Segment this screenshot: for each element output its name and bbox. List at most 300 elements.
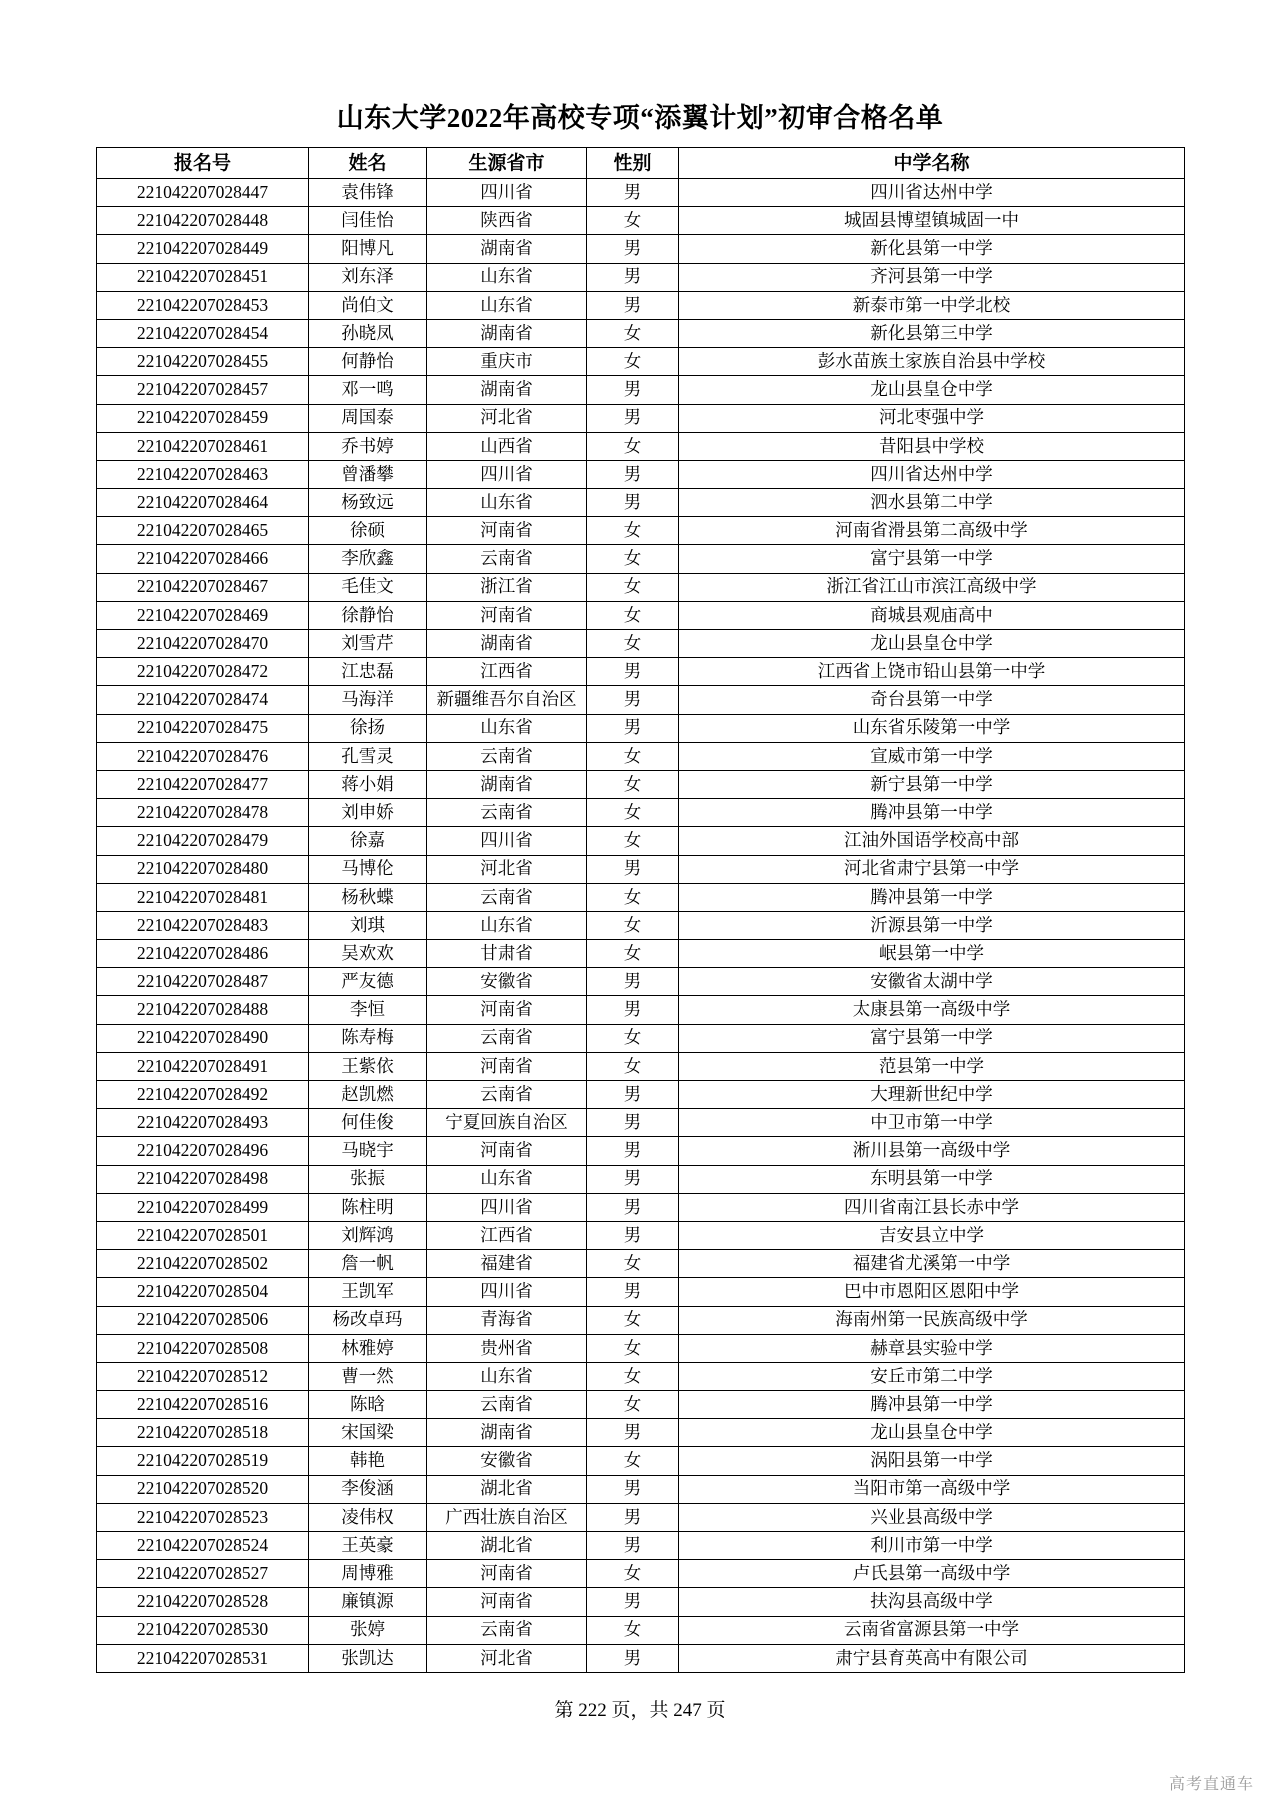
cell-province: 广西壮族自治区 [427, 1503, 587, 1531]
cell-name: 马博伦 [309, 855, 427, 883]
cell-name: 刘辉鸿 [309, 1221, 427, 1249]
cell-province: 湖南省 [427, 1419, 587, 1447]
cell-name: 詹一帆 [309, 1250, 427, 1278]
cell-registration-id: 221042207028527 [97, 1560, 309, 1588]
cell-province: 山东省 [427, 714, 587, 742]
cell-registration-id: 221042207028491 [97, 1052, 309, 1080]
cell-name: 陈晗 [309, 1391, 427, 1419]
cell-registration-id: 221042207028478 [97, 799, 309, 827]
cell-gender: 女 [587, 770, 679, 798]
cell-school: 腾冲县第一中学 [679, 1391, 1185, 1419]
cell-registration-id: 221042207028490 [97, 1024, 309, 1052]
cell-gender: 男 [587, 404, 679, 432]
table-row [97, 460, 1185, 488]
cell-province: 安徽省 [427, 968, 587, 996]
cell-name: 尚伯文 [309, 291, 427, 319]
cell-school: 肃宁县育英高中有限公司 [679, 1644, 1185, 1672]
table-row [97, 742, 1185, 770]
cell-gender: 男 [587, 489, 679, 517]
cell-registration-id: 221042207028496 [97, 1137, 309, 1165]
table-row [97, 996, 1185, 1024]
cell-registration-id: 221042207028519 [97, 1447, 309, 1475]
cell-name: 张凯达 [309, 1644, 427, 1672]
cell-name: 曾潘攀 [309, 460, 427, 488]
cell-province: 湖南省 [427, 376, 587, 404]
cell-gender: 女 [587, 1306, 679, 1334]
cell-province: 新疆维吾尔自治区 [427, 686, 587, 714]
cell-province: 云南省 [427, 742, 587, 770]
table-row [97, 1306, 1185, 1334]
cell-name: 李恒 [309, 996, 427, 1024]
cell-name: 江忠磊 [309, 658, 427, 686]
table-row [97, 1532, 1185, 1560]
cell-gender: 男 [587, 1165, 679, 1193]
cell-province: 四川省 [427, 1278, 587, 1306]
cell-name: 杨改卓玛 [309, 1306, 427, 1334]
cell-school: 巴中市恩阳区恩阳中学 [679, 1278, 1185, 1306]
cell-name: 周博雅 [309, 1560, 427, 1588]
page-footer: 第 222 页，共 247 页 [554, 1699, 726, 1721]
cell-gender: 女 [587, 601, 679, 629]
table-row [97, 348, 1185, 376]
cell-school: 东明县第一中学 [679, 1165, 1185, 1193]
cell-registration-id: 221042207028457 [97, 376, 309, 404]
cell-province: 湖南省 [427, 770, 587, 798]
cell-registration-id: 221042207028487 [97, 968, 309, 996]
cell-gender: 女 [587, 207, 679, 235]
cell-school: 腾冲县第一中学 [679, 799, 1185, 827]
cell-province: 宁夏回族自治区 [427, 1109, 587, 1137]
table-row [97, 1616, 1185, 1644]
table-row [97, 630, 1185, 658]
table-row [97, 1503, 1185, 1531]
cell-province: 云南省 [427, 883, 587, 911]
cell-school: 卢氏县第一高级中学 [679, 1560, 1185, 1588]
cell-school: 大理新世纪中学 [679, 1081, 1185, 1109]
cell-province: 山东省 [427, 291, 587, 319]
table-row [97, 1024, 1185, 1052]
table-row [97, 827, 1185, 855]
cell-province: 云南省 [427, 1024, 587, 1052]
cell-province: 安徽省 [427, 1447, 587, 1475]
cell-school: 城固县博望镇城固一中 [679, 207, 1185, 235]
cell-registration-id: 221042207028459 [97, 404, 309, 432]
cell-registration-id: 221042207028453 [97, 291, 309, 319]
cell-name: 韩艳 [309, 1447, 427, 1475]
cell-registration-id: 221042207028451 [97, 263, 309, 291]
cell-school: 中卫市第一中学 [679, 1109, 1185, 1137]
cell-registration-id: 221042207028466 [97, 545, 309, 573]
cell-gender: 女 [587, 799, 679, 827]
cell-gender: 女 [587, 630, 679, 658]
cell-province: 四川省 [427, 179, 587, 207]
cell-school: 山东省乐陵第一中学 [679, 714, 1185, 742]
cell-school: 浙江省江山市滨江高级中学 [679, 573, 1185, 601]
cell-gender: 男 [587, 1419, 679, 1447]
cell-registration-id: 221042207028470 [97, 630, 309, 658]
table-row [97, 658, 1185, 686]
cell-name: 周国泰 [309, 404, 427, 432]
cell-gender: 男 [587, 376, 679, 404]
cell-province: 云南省 [427, 799, 587, 827]
cell-school: 沂源县第一中学 [679, 911, 1185, 939]
cell-province: 湖北省 [427, 1475, 587, 1503]
cell-name: 林雅婷 [309, 1334, 427, 1362]
cell-gender: 女 [587, 1447, 679, 1475]
cell-gender: 女 [587, 1052, 679, 1080]
table-row [97, 1588, 1185, 1616]
cell-school: 泗水县第二中学 [679, 489, 1185, 517]
cell-province: 河南省 [427, 1052, 587, 1080]
cell-registration-id: 221042207028469 [97, 601, 309, 629]
cell-province: 贵州省 [427, 1334, 587, 1362]
cell-school: 江油外国语学校高中部 [679, 827, 1185, 855]
table-row [97, 1081, 1185, 1109]
cell-registration-id: 221042207028531 [97, 1644, 309, 1672]
table-row [97, 1250, 1185, 1278]
cell-registration-id: 221042207028475 [97, 714, 309, 742]
cell-school: 四川省达州中学 [679, 179, 1185, 207]
table-row [97, 1560, 1185, 1588]
table-row [97, 686, 1185, 714]
cell-gender: 女 [587, 319, 679, 347]
cell-name: 陈柱明 [309, 1193, 427, 1221]
cell-school: 商城县观庙高中 [679, 601, 1185, 629]
cell-school: 当阳市第一高级中学 [679, 1475, 1185, 1503]
cell-gender: 男 [587, 1475, 679, 1503]
cell-school: 新化县第三中学 [679, 319, 1185, 347]
table-row [97, 1052, 1185, 1080]
cell-school: 龙山县皇仓中学 [679, 376, 1185, 404]
table-row [97, 1334, 1185, 1362]
column-header-gender: 性别 [587, 148, 679, 179]
table-row [97, 968, 1185, 996]
cell-registration-id: 221042207028516 [97, 1391, 309, 1419]
cell-gender: 男 [587, 1221, 679, 1249]
cell-name: 王英豪 [309, 1532, 427, 1560]
cell-registration-id: 221042207028454 [97, 319, 309, 347]
cell-registration-id: 221042207028528 [97, 1588, 309, 1616]
column-header-school: 中学名称 [679, 148, 1185, 179]
cell-school: 岷县第一中学 [679, 940, 1185, 968]
table-row [97, 799, 1185, 827]
cell-registration-id: 221042207028498 [97, 1165, 309, 1193]
table-row [97, 319, 1185, 347]
cell-name: 闫佳怡 [309, 207, 427, 235]
table-row [97, 1644, 1185, 1672]
cell-registration-id: 221042207028518 [97, 1419, 309, 1447]
cell-province: 福建省 [427, 1250, 587, 1278]
table-row [97, 770, 1185, 798]
cell-school: 新泰市第一中学北校 [679, 291, 1185, 319]
cell-gender: 男 [587, 1193, 679, 1221]
column-header-registration-id: 报名号 [97, 148, 309, 179]
cell-school: 太康县第一高级中学 [679, 996, 1185, 1024]
table-row [97, 601, 1185, 629]
cell-province: 江西省 [427, 1221, 587, 1249]
cell-school: 兴业县高级中学 [679, 1503, 1185, 1531]
table-row [97, 1447, 1185, 1475]
cell-name: 袁伟锋 [309, 179, 427, 207]
cell-registration-id: 221042207028465 [97, 517, 309, 545]
cell-province: 河南省 [427, 601, 587, 629]
cell-registration-id: 221042207028474 [97, 686, 309, 714]
cell-name: 孙晓凤 [309, 319, 427, 347]
table-row [97, 376, 1185, 404]
cell-gender: 女 [587, 1362, 679, 1390]
cell-name: 王凯军 [309, 1278, 427, 1306]
admission-roster-table [96, 147, 1185, 1673]
cell-school: 新化县第一中学 [679, 235, 1185, 263]
cell-province: 重庆市 [427, 348, 587, 376]
cell-province: 河南省 [427, 517, 587, 545]
cell-registration-id: 221042207028472 [97, 658, 309, 686]
cell-name: 宋国梁 [309, 1419, 427, 1447]
cell-registration-id: 221042207028493 [97, 1109, 309, 1137]
cell-registration-id: 221042207028480 [97, 855, 309, 883]
cell-gender: 男 [587, 855, 679, 883]
table-row [97, 940, 1185, 968]
cell-registration-id: 221042207028524 [97, 1532, 309, 1560]
cell-name: 何佳俊 [309, 1109, 427, 1137]
table-row [97, 714, 1185, 742]
cell-gender: 女 [587, 348, 679, 376]
cell-province: 云南省 [427, 545, 587, 573]
cell-school: 彭水苗族土家族自治县中学校 [679, 348, 1185, 376]
cell-province: 湖南省 [427, 235, 587, 263]
cell-gender: 男 [587, 1278, 679, 1306]
table-row [97, 883, 1185, 911]
table-row [97, 291, 1185, 319]
cell-name: 凌伟权 [309, 1503, 427, 1531]
cell-school: 昔阳县中学校 [679, 432, 1185, 460]
cell-school: 海南州第一民族高级中学 [679, 1306, 1185, 1334]
cell-registration-id: 221042207028492 [97, 1081, 309, 1109]
table-row [97, 517, 1185, 545]
table-row [97, 855, 1185, 883]
cell-province: 湖北省 [427, 1532, 587, 1560]
cell-school: 新宁县第一中学 [679, 770, 1185, 798]
cell-gender: 女 [587, 1391, 679, 1419]
cell-gender: 女 [587, 742, 679, 770]
cell-name: 李欣鑫 [309, 545, 427, 573]
cell-gender: 男 [587, 714, 679, 742]
cell-school: 安丘市第二中学 [679, 1362, 1185, 1390]
table-row [97, 1278, 1185, 1306]
table-row [97, 1165, 1185, 1193]
cell-name: 徐硕 [309, 517, 427, 545]
cell-school: 齐河县第一中学 [679, 263, 1185, 291]
cell-province: 河南省 [427, 1137, 587, 1165]
cell-gender: 女 [587, 1024, 679, 1052]
cell-province: 云南省 [427, 1616, 587, 1644]
cell-school: 龙山县皇仓中学 [679, 1419, 1185, 1447]
cell-province: 云南省 [427, 1081, 587, 1109]
cell-province: 陕西省 [427, 207, 587, 235]
cell-gender: 男 [587, 1532, 679, 1560]
cell-gender: 女 [587, 940, 679, 968]
cell-province: 湖南省 [427, 630, 587, 658]
cell-registration-id: 221042207028449 [97, 235, 309, 263]
cell-gender: 女 [587, 432, 679, 460]
cell-name: 毛佳文 [309, 573, 427, 601]
cell-name: 刘雪芹 [309, 630, 427, 658]
cell-name: 徐扬 [309, 714, 427, 742]
page-title: 山东大学2022年高校专项“添翼计划”初审合格名单 [336, 103, 944, 133]
cell-province: 山东省 [427, 263, 587, 291]
cell-school: 吉安县立中学 [679, 1221, 1185, 1249]
cell-gender: 女 [587, 827, 679, 855]
cell-name: 杨秋蝶 [309, 883, 427, 911]
cell-registration-id: 221042207028447 [97, 179, 309, 207]
cell-name: 马海洋 [309, 686, 427, 714]
cell-school: 范县第一中学 [679, 1052, 1185, 1080]
cell-school: 福建省尤溪第一中学 [679, 1250, 1185, 1278]
table-row [97, 1475, 1185, 1503]
cell-gender: 男 [587, 1503, 679, 1531]
cell-registration-id: 221042207028508 [97, 1334, 309, 1362]
cell-school: 富宁县第一中学 [679, 545, 1185, 573]
table-row [97, 911, 1185, 939]
cell-gender: 女 [587, 573, 679, 601]
cell-name: 蒋小娟 [309, 770, 427, 798]
cell-name: 陈寿梅 [309, 1024, 427, 1052]
table-row [97, 1362, 1185, 1390]
cell-province: 江西省 [427, 658, 587, 686]
cell-school: 河北枣强中学 [679, 404, 1185, 432]
cell-name: 徐静怡 [309, 601, 427, 629]
table-row [97, 404, 1185, 432]
cell-name: 廉镇源 [309, 1588, 427, 1616]
table-header-row [97, 148, 1185, 179]
cell-name: 曹一然 [309, 1362, 427, 1390]
cell-province: 云南省 [427, 1391, 587, 1419]
table-row [97, 573, 1185, 601]
cell-school: 河北省肃宁县第一中学 [679, 855, 1185, 883]
cell-gender: 男 [587, 460, 679, 488]
cell-registration-id: 221042207028477 [97, 770, 309, 798]
cell-school: 宣威市第一中学 [679, 742, 1185, 770]
cell-gender: 男 [587, 686, 679, 714]
table-row [97, 179, 1185, 207]
cell-province: 河南省 [427, 1588, 587, 1616]
cell-registration-id: 221042207028461 [97, 432, 309, 460]
column-header-province: 生源省市 [427, 148, 587, 179]
cell-school: 四川省南江县长赤中学 [679, 1193, 1185, 1221]
cell-registration-id: 221042207028483 [97, 911, 309, 939]
table-row [97, 1419, 1185, 1447]
cell-gender: 男 [587, 235, 679, 263]
cell-name: 阳博凡 [309, 235, 427, 263]
cell-gender: 男 [587, 1588, 679, 1616]
cell-province: 四川省 [427, 1193, 587, 1221]
cell-registration-id: 221042207028530 [97, 1616, 309, 1644]
cell-registration-id: 221042207028520 [97, 1475, 309, 1503]
cell-name: 马晓宇 [309, 1137, 427, 1165]
cell-gender: 男 [587, 291, 679, 319]
cell-gender: 女 [587, 517, 679, 545]
cell-name: 赵凯燃 [309, 1081, 427, 1109]
cell-gender: 男 [587, 179, 679, 207]
cell-school: 扶沟县高级中学 [679, 1588, 1185, 1616]
table-row [97, 1391, 1185, 1419]
cell-registration-id: 221042207028448 [97, 207, 309, 235]
cell-registration-id: 221042207028467 [97, 573, 309, 601]
table-row [97, 432, 1185, 460]
cell-province: 青海省 [427, 1306, 587, 1334]
cell-province: 四川省 [427, 460, 587, 488]
table-row [97, 1109, 1185, 1137]
cell-registration-id: 221042207028463 [97, 460, 309, 488]
cell-gender: 女 [587, 883, 679, 911]
cell-name: 吴欢欢 [309, 940, 427, 968]
cell-name: 孔雪灵 [309, 742, 427, 770]
cell-name: 刘东泽 [309, 263, 427, 291]
cell-gender: 女 [587, 1250, 679, 1278]
cell-school: 安徽省太湖中学 [679, 968, 1185, 996]
cell-registration-id: 221042207028476 [97, 742, 309, 770]
cell-registration-id: 221042207028464 [97, 489, 309, 517]
cell-school: 江西省上饶市铅山县第一中学 [679, 658, 1185, 686]
cell-school: 淅川县第一高级中学 [679, 1137, 1185, 1165]
table-row [97, 1137, 1185, 1165]
cell-school: 云南省富源县第一中学 [679, 1616, 1185, 1644]
cell-school: 四川省达州中学 [679, 460, 1185, 488]
cell-name: 刘琪 [309, 911, 427, 939]
cell-school: 利川市第一中学 [679, 1532, 1185, 1560]
cell-school: 涡阳县第一中学 [679, 1447, 1185, 1475]
table-row [97, 207, 1185, 235]
cell-gender: 男 [587, 1081, 679, 1109]
table-row [97, 235, 1185, 263]
cell-registration-id: 221042207028499 [97, 1193, 309, 1221]
cell-name: 张婷 [309, 1616, 427, 1644]
cell-school: 河南省滑县第二高级中学 [679, 517, 1185, 545]
cell-gender: 女 [587, 911, 679, 939]
table-row [97, 489, 1185, 517]
table-row [97, 1193, 1185, 1221]
cell-name: 乔书婷 [309, 432, 427, 460]
cell-name: 邓一鸣 [309, 376, 427, 404]
cell-registration-id: 221042207028488 [97, 996, 309, 1024]
cell-school: 奇台县第一中学 [679, 686, 1185, 714]
cell-province: 山东省 [427, 1362, 587, 1390]
cell-registration-id: 221042207028486 [97, 940, 309, 968]
column-header-name: 姓名 [309, 148, 427, 179]
cell-province: 河北省 [427, 1644, 587, 1672]
table-row [97, 545, 1185, 573]
cell-gender: 男 [587, 968, 679, 996]
cell-gender: 男 [587, 658, 679, 686]
cell-name: 徐嘉 [309, 827, 427, 855]
cell-name: 杨致远 [309, 489, 427, 517]
cell-name: 李俊涵 [309, 1475, 427, 1503]
cell-province: 甘肃省 [427, 940, 587, 968]
cell-name: 刘申娇 [309, 799, 427, 827]
cell-gender: 女 [587, 1616, 679, 1644]
table-row [97, 263, 1185, 291]
cell-registration-id: 221042207028479 [97, 827, 309, 855]
cell-name: 王紫依 [309, 1052, 427, 1080]
cell-gender: 男 [587, 263, 679, 291]
cell-name: 张振 [309, 1165, 427, 1193]
cell-school: 富宁县第一中学 [679, 1024, 1185, 1052]
cell-gender: 男 [587, 1109, 679, 1137]
cell-name: 何静怡 [309, 348, 427, 376]
cell-gender: 男 [587, 1644, 679, 1672]
cell-province: 山东省 [427, 1165, 587, 1193]
cell-registration-id: 221042207028481 [97, 883, 309, 911]
